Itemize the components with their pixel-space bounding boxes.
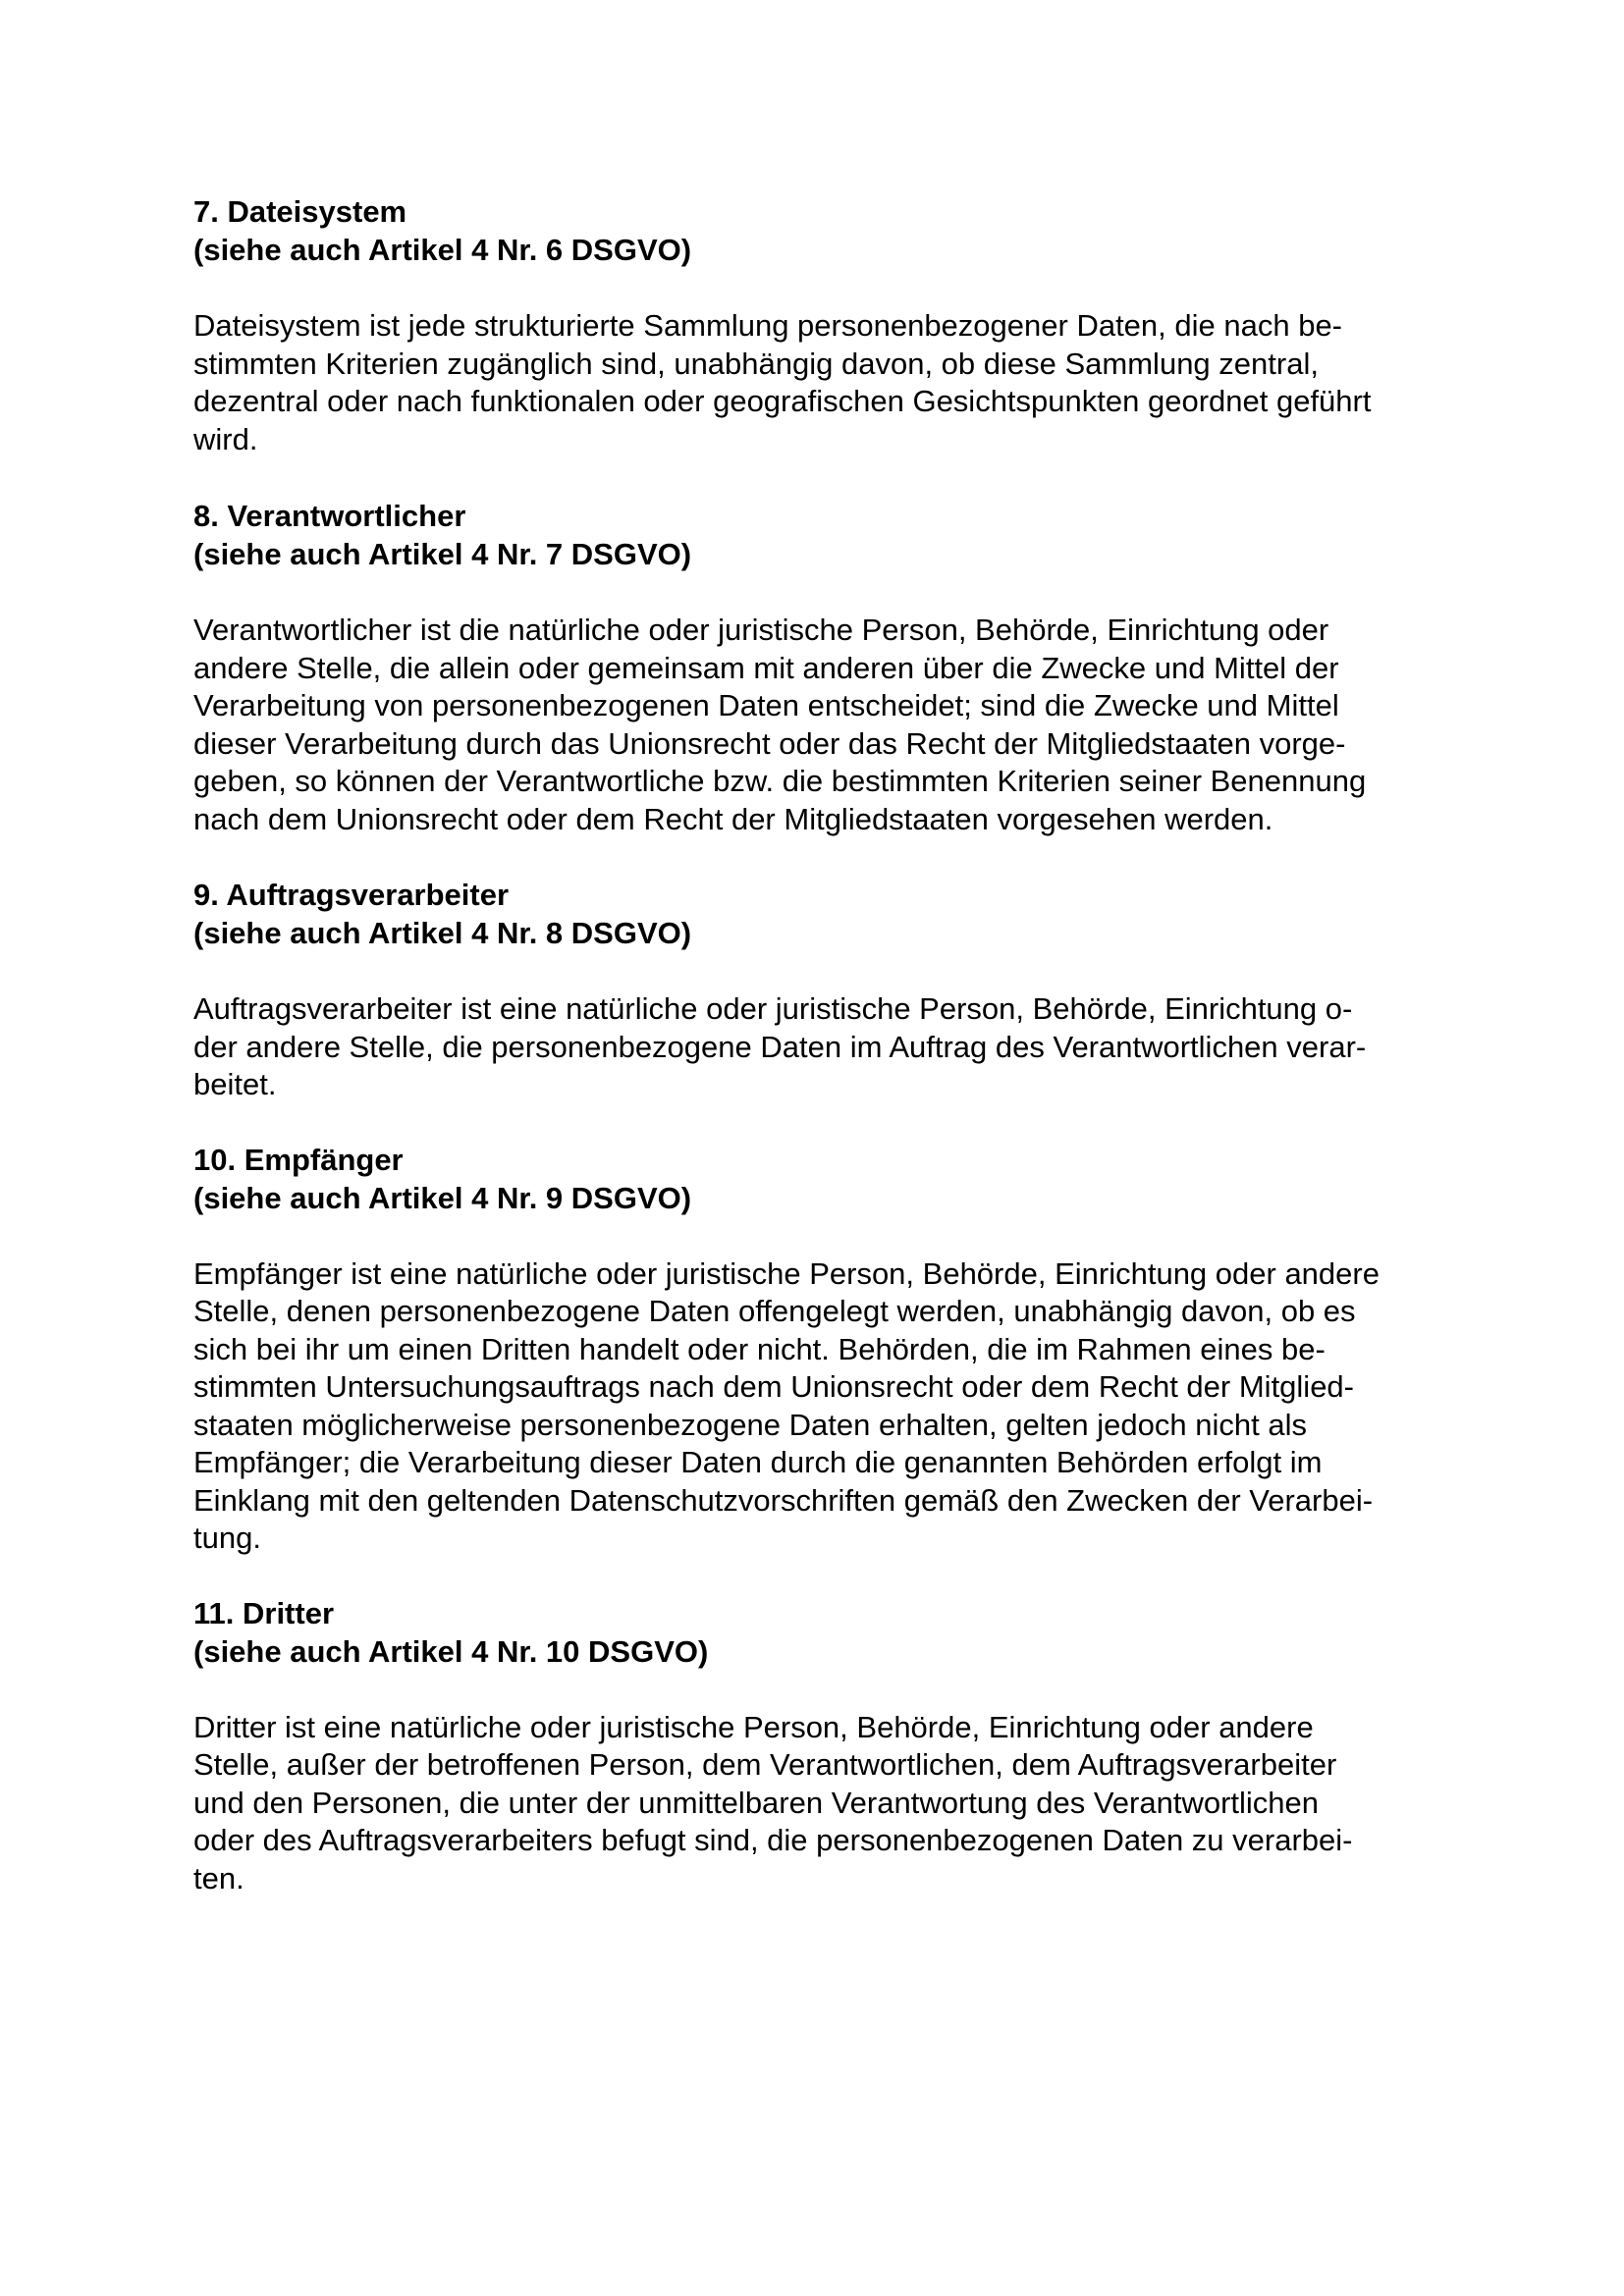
body-line: oder des Auftragsverarbeiters befugt sind, die personenbezogenen Daten zu verarbei- bbox=[193, 1823, 1353, 1857]
body-line: dieser Verarbeitung durch das Unionsrecht oder das Recht der Mitgliedstaaten vorge- bbox=[193, 725, 1346, 761]
body-line: andere Stelle, die allein oder gemeinsam mit anderen über die Zwecke und Mittel der bbox=[193, 650, 1339, 685]
body-line: staaten möglicherweise personenbezogene Daten erhalten, gelten jedoch nicht als bbox=[193, 1407, 1307, 1442]
body-line: wird. bbox=[193, 421, 258, 456]
body-line: Empfänger ist eine natürliche oder juristische Person, Behörde, Einrichtung oder andere bbox=[193, 1255, 1380, 1291]
body-line: Auftragsverarbeiter ist eine natürliche oder juristische Person, Behörde, Einrichtung o- bbox=[193, 991, 1353, 1026]
section-body bbox=[193, 612, 1499, 838]
body-line: Empfänger; die Verarbeitung dieser Daten durch die genannten Behörden erfolgt im bbox=[193, 1445, 1323, 1479]
body-line: Dateisystem ist jede strukturierte Sammlung personenbezogener Daten, die nach be- bbox=[193, 308, 1343, 343]
section-dateisystem bbox=[193, 192, 1499, 458]
body-line: geben, so können der Verantwortliche bzw. die bestimmten Kriterien seiner Benennung bbox=[193, 764, 1367, 798]
section-reference: (siehe auch Artikel 4 Nr. 6 DSGVO) bbox=[193, 233, 692, 267]
section-body bbox=[193, 990, 1499, 1104]
section-heading bbox=[193, 192, 1499, 269]
section-heading bbox=[193, 876, 1499, 952]
section-verantwortlicher bbox=[193, 497, 1499, 838]
section-empfaenger bbox=[193, 1141, 1499, 1558]
body-line: dezentral oder nach funktionalen oder geografischen Gesichtspunkten geordnet geführt bbox=[193, 384, 1372, 418]
section-heading bbox=[193, 1141, 1499, 1217]
body-line: Dritter ist eine natürliche oder juristische Person, Behörde, Einrichtung oder andere bbox=[193, 1709, 1314, 1744]
section-reference: (siehe auch Artikel 4 Nr. 8 DSGVO) bbox=[193, 916, 692, 950]
body-line: nach dem Unionsrecht oder dem Recht der Mitgliedstaaten vorgesehen werden. bbox=[193, 801, 1273, 836]
document-page bbox=[193, 192, 1499, 1897]
section-heading bbox=[193, 1594, 1499, 1671]
section-title: 8. Verantwortlicher bbox=[193, 499, 466, 533]
section-body bbox=[193, 1709, 1499, 1898]
section-title: 7. Dateisystem bbox=[193, 194, 407, 229]
section-dritter bbox=[193, 1594, 1499, 1898]
body-line: stimmten Untersuchungsauftrags nach dem Unionsrecht oder dem Recht der Mitglied- bbox=[193, 1369, 1354, 1404]
body-line: stimmten Kriterien zugänglich sind, unabhängig davon, ob diese Sammlung zentral, bbox=[193, 346, 1319, 381]
body-line: Einklang mit den geltenden Datenschutzvorschriften gemäß den Zwecken der Verarbei- bbox=[193, 1482, 1374, 1518]
section-title: 11. Dritter bbox=[193, 1595, 335, 1630]
section-reference: (siehe auch Artikel 4 Nr. 7 DSGVO) bbox=[193, 537, 692, 571]
body-line: der andere Stelle, die personenbezogene Daten im Auftrag des Verantwortlichen verar- bbox=[193, 1029, 1367, 1064]
body-line: ten. bbox=[193, 1860, 244, 1896]
body-line: Verantwortlicher ist die natürliche oder juristische Person, Behörde, Einrichtung oder bbox=[193, 613, 1329, 647]
body-line: Stelle, außer der betroffenen Person, dem Verantwortlichen, dem Auftragsverarbeiter bbox=[193, 1747, 1337, 1782]
body-line: Verarbeitung von personenbezogenen Daten entscheidet; sind die Zwecke und Mittel bbox=[193, 688, 1339, 722]
body-line: und den Personen, die unter der unmittelbaren Verantwortung des Verantwortlichen bbox=[193, 1785, 1320, 1820]
section-title: 10. Empfänger bbox=[193, 1142, 404, 1177]
section-body bbox=[193, 307, 1499, 458]
body-line: beitet. bbox=[193, 1067, 277, 1101]
body-line: tung. bbox=[193, 1521, 261, 1555]
section-auftragsverarbeiter bbox=[193, 876, 1499, 1104]
body-line: sich bei ihr um einen Dritten handelt oder nicht. Behörden, die im Rahmen eines be- bbox=[193, 1331, 1326, 1366]
body-line: Stelle, denen personenbezogene Daten offengelegt werden, unabhängig davon, ob es bbox=[193, 1294, 1356, 1328]
section-body bbox=[193, 1255, 1499, 1558]
section-title: 9. Auftragsverarbeiter bbox=[193, 878, 510, 912]
section-reference: (siehe auch Artikel 4 Nr. 10 DSGVO) bbox=[193, 1633, 709, 1669]
section-heading bbox=[193, 497, 1499, 573]
section-reference: (siehe auch Artikel 4 Nr. 9 DSGVO) bbox=[193, 1180, 692, 1215]
